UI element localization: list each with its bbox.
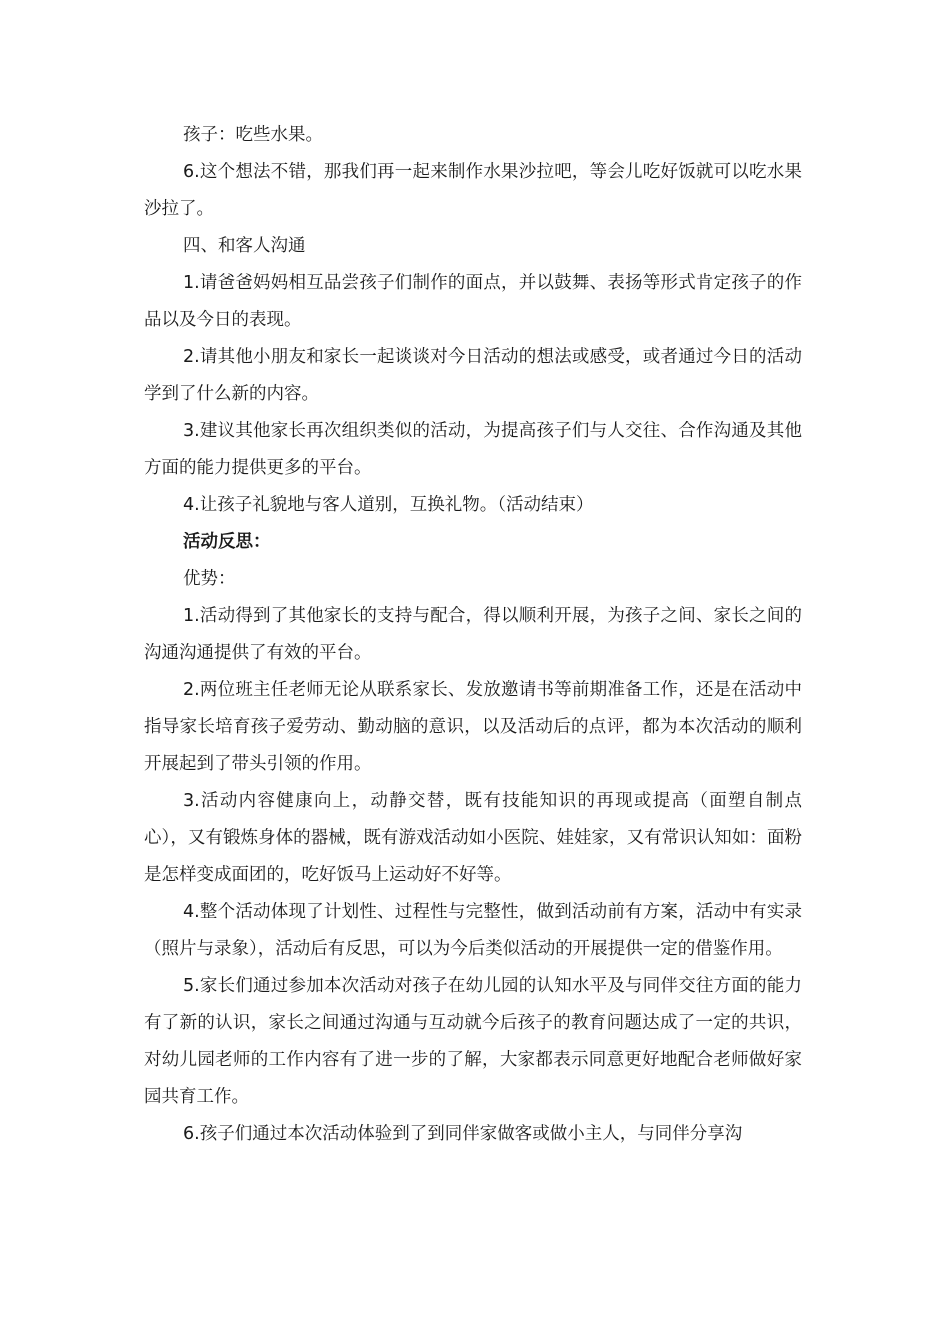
advantage-item-6: 6.孩子们通过本次活动体验到了到同伴家做客或做小主人，与同伴分享沟 <box>183 1124 743 1144</box>
communicate-item-1: 1.请爸爸妈妈相互品尝孩子们制作的面点，并以鼓舞、表扬等形式肯定孩子的作品以及今日的表现。 <box>144 273 802 330</box>
advantage-item-3: 3.活动内容健康向上，动静交替，既有技能知识的再现或提高（面塑自制点心），又有锻炼身体的器械，既有游戏活动如小医院、娃娃家，又有常识认知如：面粉是怎样变成面团的，吃好饭马上运动好不好等。 <box>144 791 802 885</box>
communicate-item-4: 4.让孩子礼貌地与客人道别，互换礼物。（活动结束） <box>183 495 594 515</box>
advantage-item-2: 2.两位班主任老师无论从联系家长、发放邀请书等前期准备工作，还是在活动中指导家长培育孩子爱劳动、勤动脑的意识，以及活动后的点评，都为本次活动的顺利开展起到了带头引领的作用。 <box>144 680 802 774</box>
advantages-label: 优势： <box>183 569 236 589</box>
communicate-item-2: 2.请其他小朋友和家长一起谈谈对今日活动的想法或感受，或者通过今日的活动学到了什么新的内容。 <box>144 347 802 404</box>
advantage-item-4: 4.整个活动体现了计划性、过程性与完整性，做到活动前有方案，活动中有实录（照片与录象），活动后有反思，可以为今后类似活动的开展提供一定的借鉴作用。 <box>144 902 802 959</box>
step-6-paragraph: 6.这个想法不错，那我们再一起来制作水果沙拉吧，等会儿吃好饭就可以吃水果沙拉了。 <box>144 162 802 219</box>
reflection-heading: 活动反思： <box>183 532 271 552</box>
document-body <box>144 117 802 1153</box>
dialogue-line-child: 孩子：吃些水果。 <box>183 125 323 145</box>
communicate-item-3: 3.建议其他家长再次组织类似的活动，为提高孩子们与人交往、合作沟通及其他方面的能力提供更多的平台。 <box>144 421 802 478</box>
advantage-item-5: 5.家长们通过参加本次活动对孩子在幼儿园的认知水平及与同伴交往方面的能力有了新的认识，家长之间通过沟通与互动就今后孩子的教育问题达成了一定的共识，对幼儿园老师的工作内容有了进一步的了解，大家都表示同意更好地配合老师做好家园共育工作。 <box>144 976 802 1107</box>
advantage-item-1: 1.活动得到了其他家长的支持与配合，得以顺利开展，为孩子之间、家长之间的沟通沟通提供了有效的平台。 <box>144 606 802 663</box>
section-heading-communicate: 四、和客人沟通 <box>183 236 306 256</box>
